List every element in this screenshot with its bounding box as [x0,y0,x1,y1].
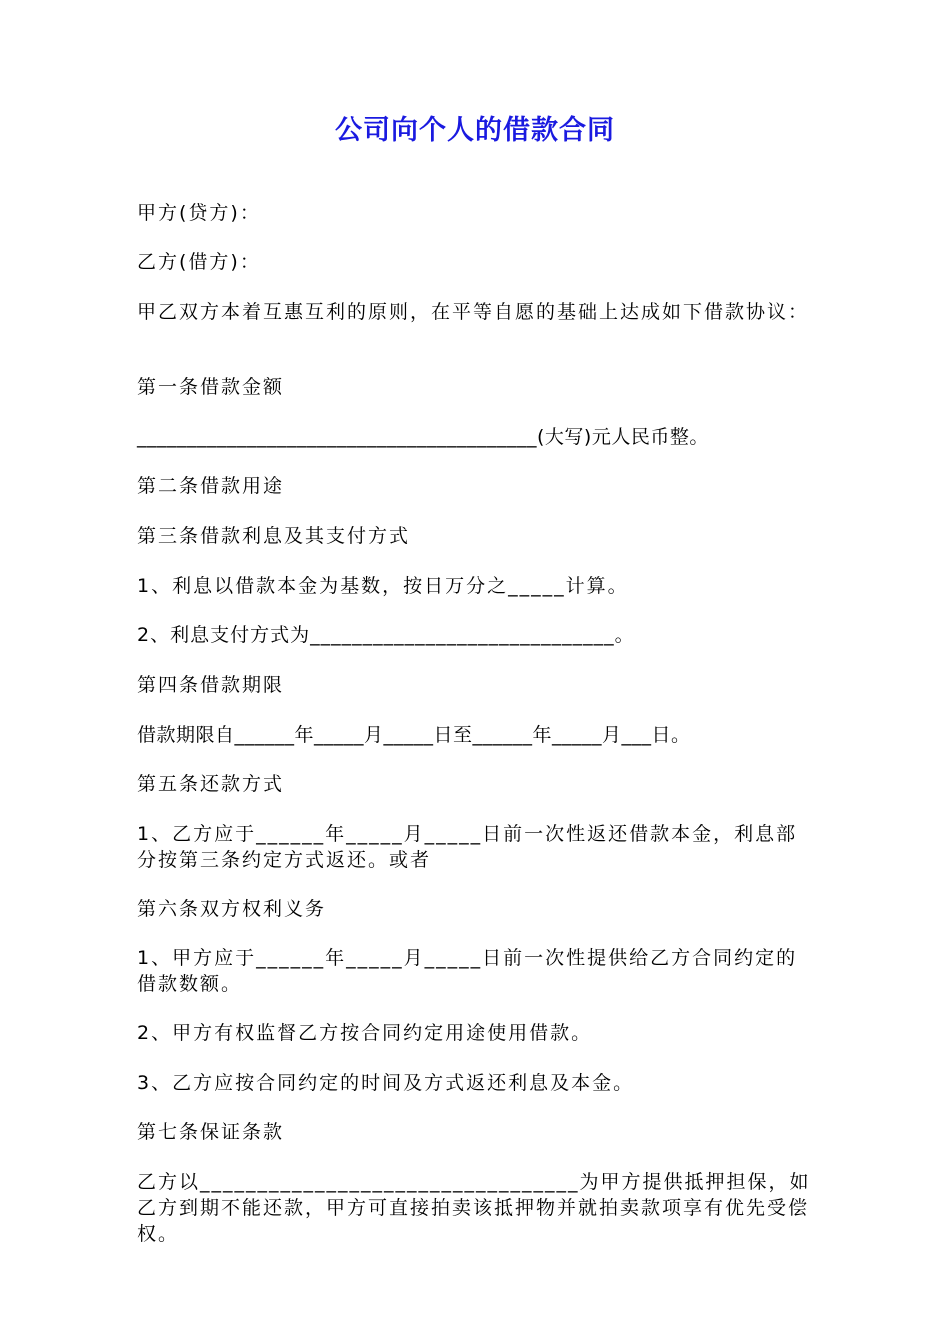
repayment-paragraph: 1、乙方应于______年_____月_____日前一次性返还借款本金，利息部分按第三条约定方式返还。或者 [137,823,798,871]
article-2-heading: 第二条借款用途 [137,475,285,497]
party-a-line: 甲方(贷方)： [137,202,261,224]
interest-rate-line: 1、利息以借款本金为基数，按日万分之_____计算。 [137,575,629,597]
document-title: 公司向个人的借款合同 [335,115,615,146]
obligation-3-line: 3、乙方应按合同约定的时间及方式返还利息及本金。 [137,1072,635,1094]
article-6-heading: 第六条双方权利义务 [137,898,327,920]
article-1-heading: 第一条借款金额 [137,376,285,398]
party-b-line: 乙方(借方)： [137,251,261,273]
intro-paragraph: 甲乙双方本着互惠互利的原则，在平等自愿的基础上达成如下借款协议： [137,301,810,323]
article-4-heading: 第四条借款期限 [137,674,285,696]
obligation-2-line: 2、甲方有权监督乙方按合同约定用途使用借款。 [137,1022,593,1044]
article-3-heading: 第三条借款利息及其支付方式 [137,525,411,547]
obligation-1-paragraph: 1、甲方应于______年_____月_____日前一次性提供给乙方合同约定的借款数额。 [137,947,798,995]
interest-payment-line: 2、利息支付方式为_____________________________。 [137,624,635,646]
article-5-heading: 第五条还款方式 [137,773,285,795]
article-7-heading: 第七条保证条款 [137,1121,285,1143]
loan-amount-line: ________________________________________(大写)元人民币整。 [137,426,709,448]
loan-term-line: 借款期限自______年_____月_____日至______年_____月___日。 [137,724,691,746]
guarantee-paragraph: 乙方以_________________________________为甲方提供抵押担保，如乙方到期不能还款，甲方可直接拍卖该抵押物并就拍卖款项享有优先受偿权。 [137,1171,811,1245]
